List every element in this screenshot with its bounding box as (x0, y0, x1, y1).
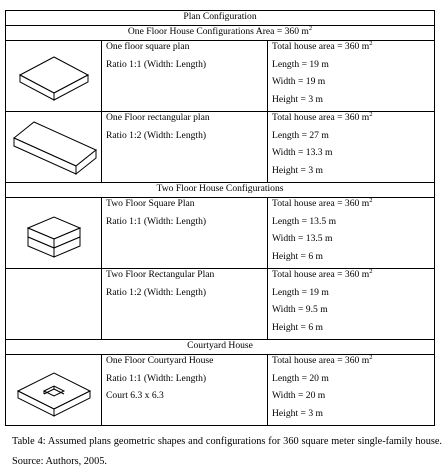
plan-ratio: Ratio 1:2 (Width: Length) (106, 129, 207, 141)
plan-ratio: Ratio 1:1 (Width: Length) (106, 58, 207, 70)
total-area: Total house area = 360 $m^2$ (272, 39, 373, 52)
specs-cell (268, 112, 435, 183)
section-heading-courtyard: Courtyard House (6, 340, 435, 355)
specs-cell (268, 198, 435, 269)
total-area: Total house area = 360 $m^2$ (272, 196, 373, 209)
description-cell (102, 41, 268, 112)
width-spec: Width = 13.5 m (272, 233, 333, 244)
description-cell (102, 355, 268, 426)
plan-name: One floor square plan (106, 41, 190, 52)
plan-ratio: Ratio 1:1 (Width: Length) (106, 372, 207, 384)
height-spec: Height = 6 m (272, 321, 323, 333)
description-cell (102, 198, 268, 269)
square-slab-icon (6, 41, 102, 112)
description-cell (102, 112, 268, 183)
specs-cell (268, 355, 435, 426)
total-area: Total house area = 360 $m^2$ (272, 267, 373, 280)
plan-name: One Floor rectangular plan (106, 112, 210, 123)
plan-name: Two Floor Rectangular Plan (106, 269, 215, 280)
plan-name: One Floor Courtyard House (106, 355, 214, 366)
total-area: Total house area = 360 $m^2$ (272, 353, 373, 366)
table-caption: Table 4: Assumed plans geometric shapes and configurations for 360 square meter single-family house. Source: Authors, 2005. (12, 436, 442, 467)
length-spec: Length = 20 m (272, 372, 329, 384)
section-heading-one-floor: One Floor House Configurations Area = 360 $m^2$ (6, 26, 435, 41)
length-spec: Length = 27 m (272, 129, 329, 141)
rectangular-slab-icon (6, 112, 102, 183)
height-spec: Height = 3 m (272, 93, 323, 105)
two-floor-block-icon (6, 198, 102, 269)
table-title: Plan Configuration (6, 11, 435, 26)
plan-ratio: Ratio 1:2 (Width: Length) (106, 286, 207, 298)
width-spec: Width = 9.5 m (272, 304, 328, 315)
width-spec: Width = 13.3 m (272, 147, 333, 158)
length-spec: Length = 19 m (272, 286, 329, 298)
specs-cell (268, 269, 435, 340)
courtyard-slab-icon (6, 355, 102, 426)
height-spec: Height = 3 m (272, 407, 323, 419)
height-spec: Height = 6 m (272, 250, 323, 262)
specs-cell (268, 41, 435, 112)
plan-ratio: Ratio 1:1 (Width: Length) (106, 215, 207, 227)
court-size: Court 6.3 x 6.3 (106, 390, 164, 401)
plan-configuration-table (5, 10, 435, 426)
height-spec: Height = 3 m (272, 164, 323, 176)
description-cell (102, 269, 268, 340)
width-spec: Width = 19 m (272, 76, 326, 87)
width-spec: Width = 20 m (272, 390, 326, 401)
total-area: Total house area = 360 $m^2$ (272, 110, 373, 123)
empty-illustration-cell (6, 269, 102, 340)
section-heading-two-floor: Two Floor House Configurations (6, 183, 435, 198)
length-spec: Length = 19 m (272, 58, 329, 70)
length-spec: Length = 13.5 m (272, 215, 337, 227)
plan-name: Two Floor Square Plan (106, 198, 195, 209)
